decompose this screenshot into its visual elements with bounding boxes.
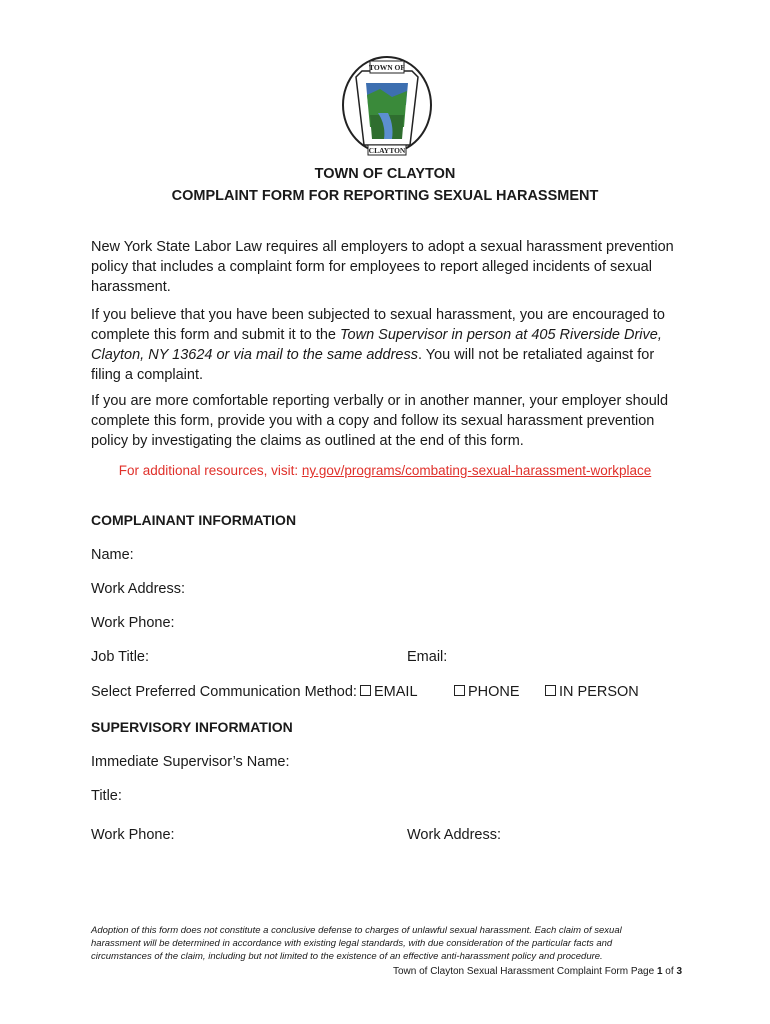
phone-checkbox[interactable] (454, 685, 465, 696)
complainant-heading: COMPLAINANT INFORMATION (91, 512, 297, 528)
legal-footnote: Adoption of this form does not constitute a conclusive defense to charges of unlawful sexual harassment. Each claim of sexual harassment will be determined in accordance with existing legal standards, with due consideration of the particular facts and circumstances of the claim, including but not limited to the existence of an effective anti-harassment policy and procedure. (91, 925, 622, 962)
intro-paragraph-1: New York State Labor Law requires all employers to adopt a sexual harassment prevention policy that includes a complaint form for employees to report alleged incidents of sexual harassment. (91, 239, 674, 295)
in-person-checkbox[interactable] (545, 685, 556, 696)
email-option-label: EMAIL (374, 684, 418, 700)
page-number: 1 (656, 966, 663, 977)
work-phone-field-label: Work Phone: (91, 615, 175, 631)
logo-bottom-text: CLAYTON (368, 146, 406, 155)
logo-top-text: TOWN OF (369, 63, 405, 72)
in-person-option[interactable] (545, 684, 639, 700)
phone-option-label: PHONE (468, 684, 520, 700)
page-footer-text: Town of Clayton Sexual Harassment Complaint Form Page (392, 966, 657, 977)
supervisor-title-field-label: Title: (91, 788, 122, 804)
supervisor-work-address-field-label: Work Address: (407, 827, 502, 843)
submission-address: Town Supervisor in person at 405 Riverside Drive, Clayton, NY 13624 or via mail to the same address (91, 327, 662, 363)
form-title: COMPLAINT FORM FOR REPORTING SEXUAL HARASSMENT (171, 188, 599, 204)
resources-prefix: For additional resources, visit: (118, 463, 302, 478)
page-footer (393, 966, 682, 977)
in-person-option-label: IN PERSON (559, 684, 639, 700)
work-address-field-label: Work Address: (91, 581, 186, 597)
intro-p2-start: If you believe that you have been subjected to sexual harassment, you are encouraged to complete this form and submit it to the (91, 307, 665, 343)
page-total: 3 (676, 966, 682, 977)
resources-link[interactable]: ny.gov/programs/combating-sexual-harassment-workplace (301, 463, 652, 478)
email-option[interactable] (360, 684, 418, 700)
intro-paragraph-3: If you are more comfortable reporting verbally or in another manner, your employer should complete this form, provide you with a copy and follow its sexual harassment prevention policy by investigating the claims as outlined at the end of this form. (91, 393, 669, 449)
town-seal-logo (340, 55, 434, 157)
town-title: TOWN OF CLAYTON (314, 166, 456, 182)
email-checkbox[interactable] (360, 685, 371, 696)
phone-option[interactable] (454, 684, 520, 700)
supervisor-work-phone-field-label: Work Phone: (91, 827, 175, 843)
communication-method-label: Select Preferred Communication Method: (91, 684, 357, 700)
intro-p2-end: . You will not be retaliated against for filing a complaint. (91, 347, 655, 383)
email-field-label: Email: (407, 649, 448, 665)
page-of: of (662, 966, 677, 977)
supervisor-name-field-label: Immediate Supervisor’s Name: (91, 754, 290, 770)
intro-paragraph-2 (91, 305, 681, 385)
supervisory-heading: SUPERVISORY INFORMATION (91, 719, 293, 735)
job-title-field-label: Job Title: (91, 649, 150, 665)
town-seal-icon (340, 55, 434, 157)
resources-line (0, 463, 770, 478)
name-field-label: Name: (91, 547, 134, 563)
